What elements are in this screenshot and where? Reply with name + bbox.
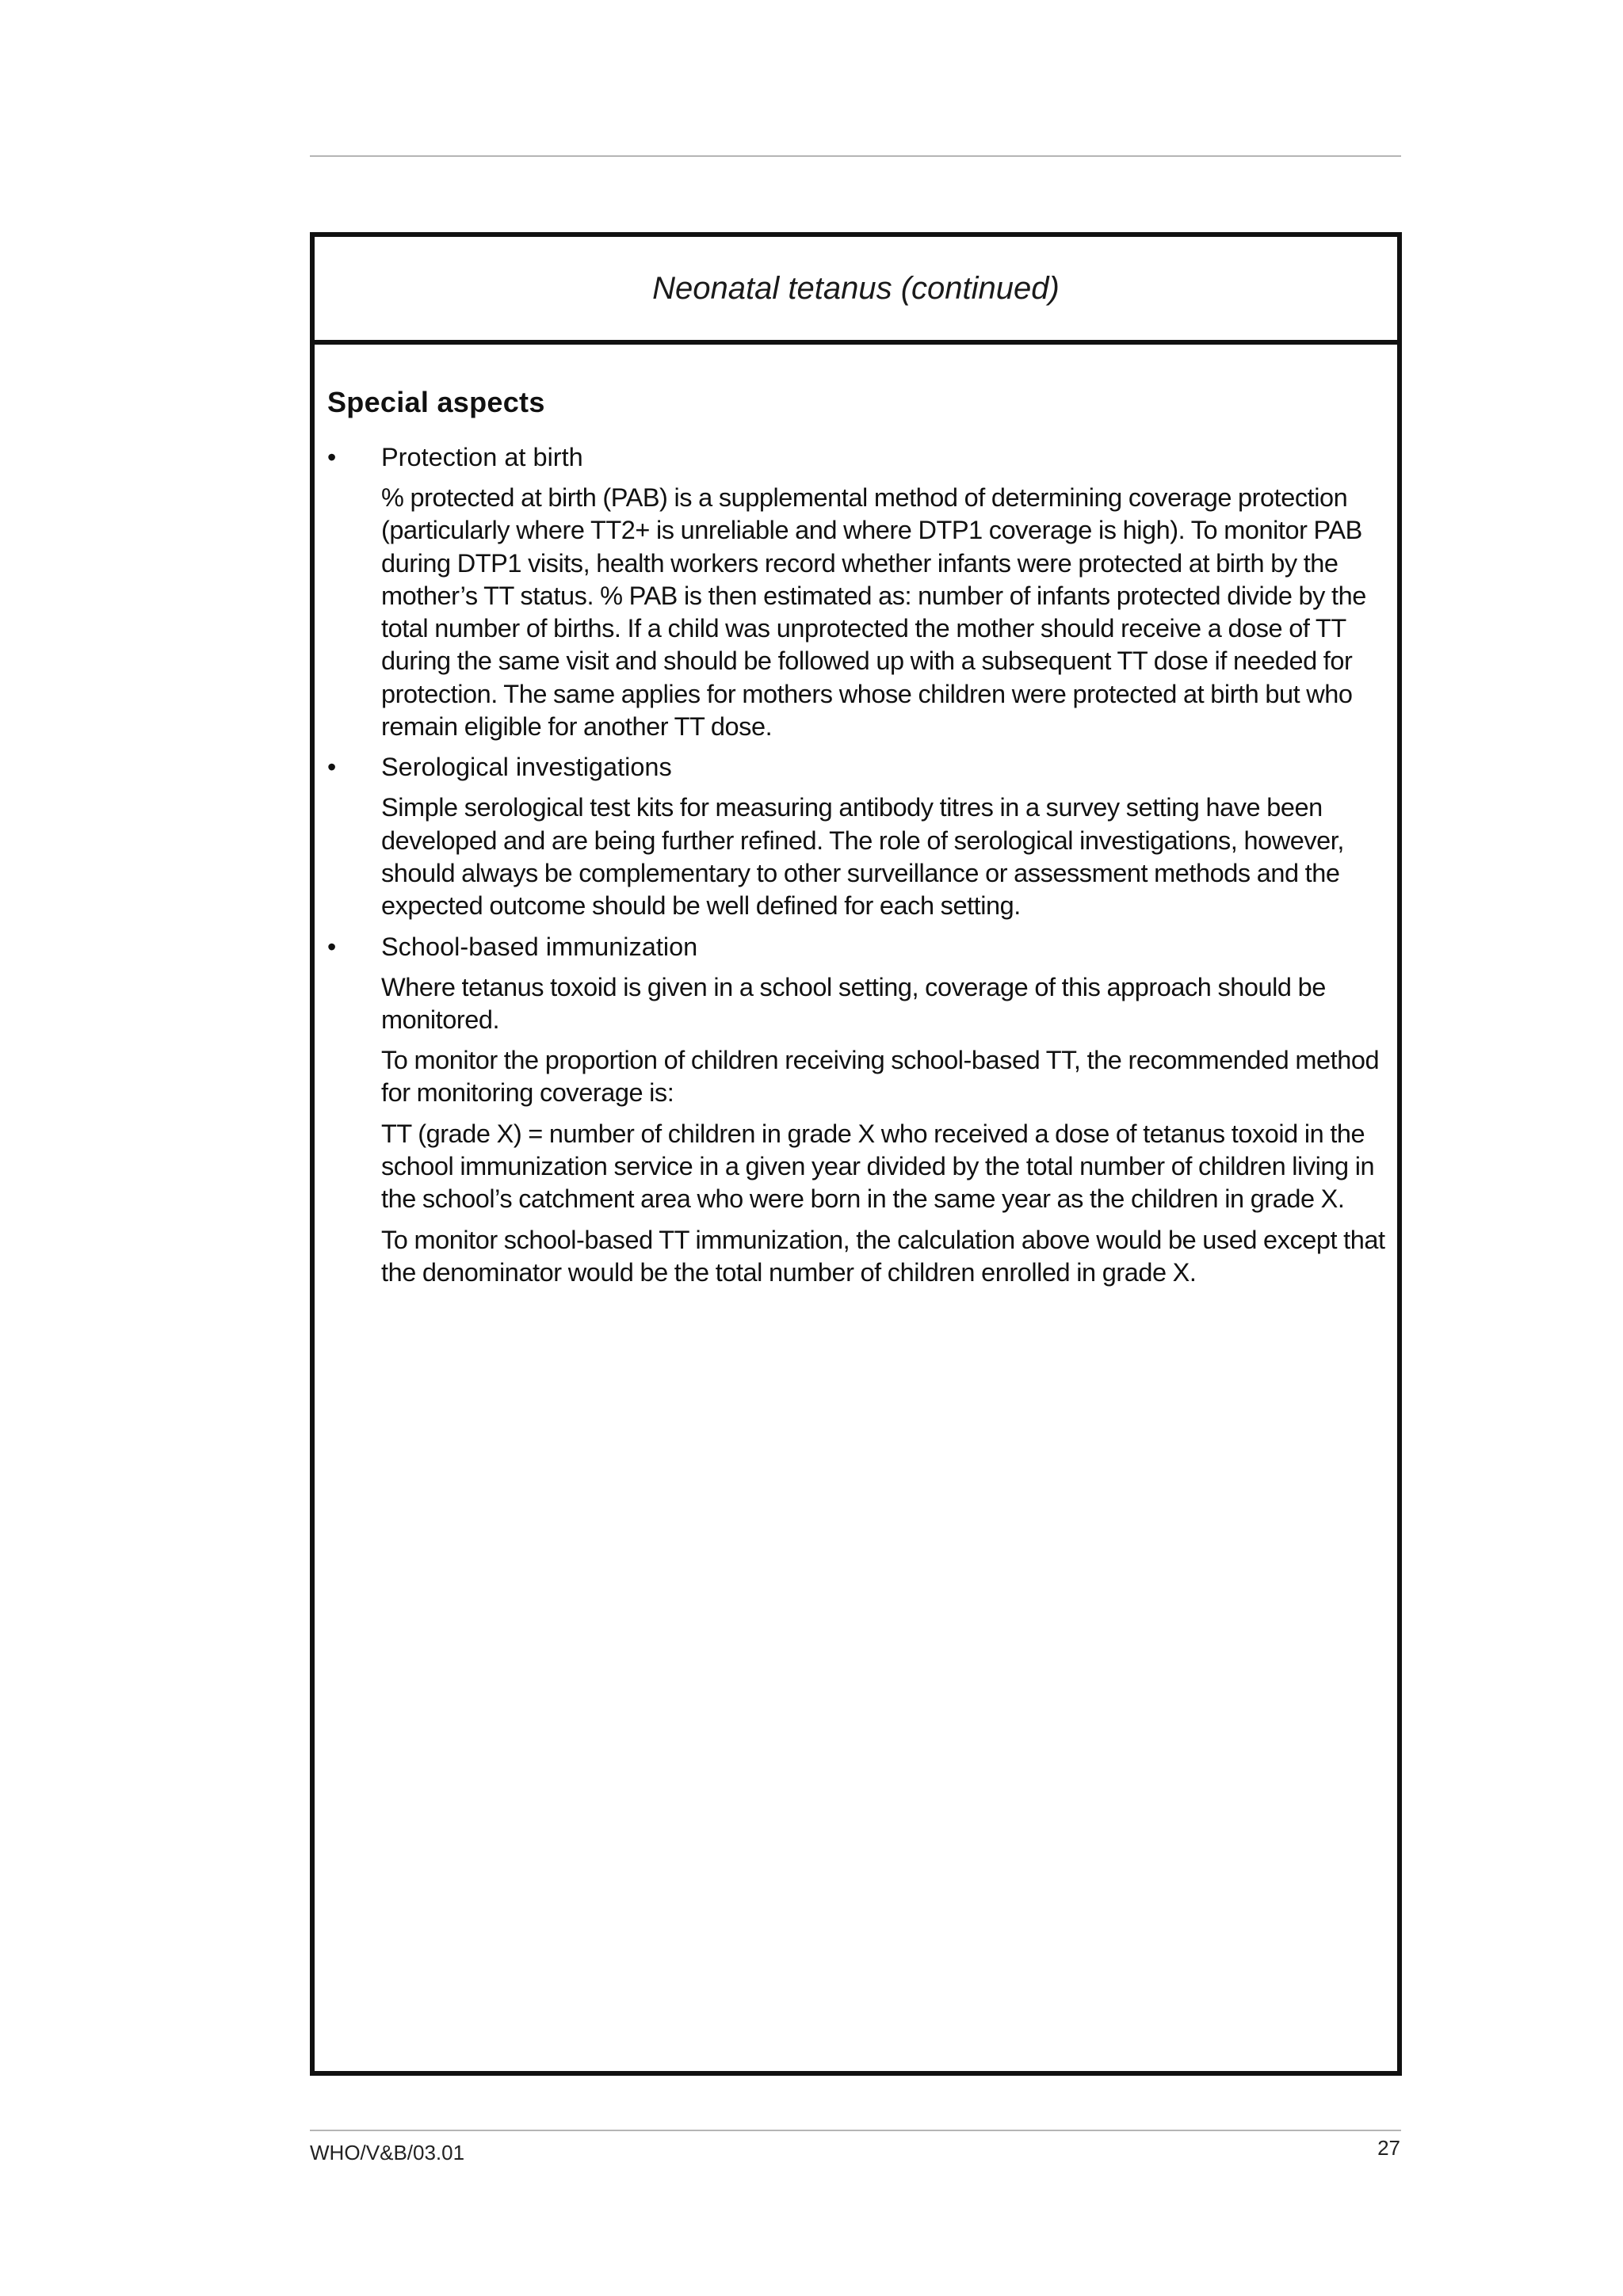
box-body: [315, 345, 1397, 1289]
bullet-item-protection-at-birth: [327, 441, 1386, 743]
bullet-icon: •: [327, 753, 337, 782]
document-code: WHO/V&B/03.01: [310, 2141, 465, 2164]
paragraph: % protected at birth (PAB) is a supplemental method of determining coverage protection (particularly where TT2+ is unreliable and where DTP1 coverage is high). To monitor PAB during DTP1 visits, health workers record whether infants were protected at birth by the mother’s TT status. % PAB is then estimated as: number of infants protected divide by the total number of births. If a child was unprotected the mother should receive a dose of TT during the same visit and should be followed up with a subsequent TT dose if needed for protection. The same applies for mothers whose children were protected at birth but who remain eligible for another TT dose.: [381, 483, 1366, 742]
section-heading: Special aspects: [327, 386, 545, 418]
page-number: 27: [1377, 2136, 1400, 2160]
paragraph: Where tetanus toxoid is given in a school setting, coverage of this approach should be monitored.: [381, 972, 1326, 1034]
footer-rule: [310, 2130, 1401, 2131]
bullet-title: Protection at birth: [381, 443, 583, 471]
box-title: Neonatal tetanus (continued): [315, 237, 1397, 345]
paragraph: To monitor the proportion of children receiving school-based TT, the recommended method for monitoring coverage is:: [381, 1046, 1380, 1108]
bullet-title: School-based immunization: [381, 932, 698, 961]
header-rule: [310, 155, 1401, 157]
bullet-title: Serological investigations: [381, 753, 672, 782]
paragraph: To monitor school-based TT immunization, the calculation above would be used except that the denominator would be the total number of children enrolled in grade X.: [381, 1225, 1385, 1287]
paragraph: TT (grade X) = number of children in grade X who received a dose of tetanus toxoid in the school immunization service in a given year divided by the total number of children living in the school’s catchment area who were born in the same year as the children in grade X.: [381, 1119, 1375, 1214]
paragraph: Simple serological test kits for measuring antibody titres in a survey setting have been developed and are being further refined. The role of serological investigations, however, should always be complementary to other surveillance or assessment methods and the expected outcome should be well defined for each setting.: [381, 793, 1344, 921]
bullet-icon: •: [327, 443, 337, 471]
bullet-icon: •: [327, 932, 337, 961]
content-box: [310, 232, 1402, 2076]
bullet-item-serological-investigations: [327, 751, 1386, 922]
bullet-item-school-based-immunization: [327, 931, 1386, 1290]
